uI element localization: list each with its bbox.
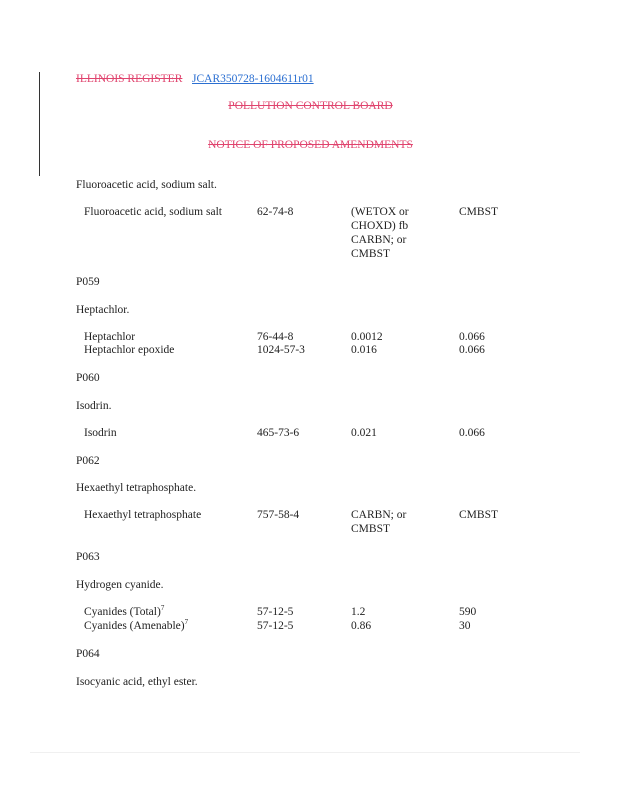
nww-standard: 0.066: [459, 427, 485, 439]
footnote-marker: 7: [160, 604, 165, 613]
constituent: Heptachlor: [84, 331, 136, 343]
page-footer-line: [30, 752, 580, 753]
section-name: Hydrogen cyanide.: [76, 579, 164, 591]
header-board: POLLUTION CONTROL BOARD: [228, 100, 393, 112]
ww-standard: 1.2: [351, 606, 366, 618]
nww-standard: CMBST: [459, 206, 498, 218]
section-code: P064: [76, 648, 100, 660]
ww-standard: 0.016: [351, 344, 377, 356]
cas-number: 57-12-5: [257, 620, 294, 632]
ww-standard: (WETOX or: [351, 206, 409, 218]
cas-number: 757-58-4: [257, 509, 300, 521]
section-name: Heptachlor.: [76, 304, 130, 316]
constituent: [84, 606, 164, 619]
section-code: P060: [76, 372, 100, 384]
ww-standard: 0.021: [351, 427, 377, 439]
footnote-marker: 7: [184, 618, 189, 627]
nww-standard: 590: [459, 606, 477, 618]
ww-standard: CHOXD) fb: [351, 220, 409, 232]
constituent: [84, 620, 188, 633]
section-code: P059: [76, 276, 100, 288]
section-name: Isodrin.: [76, 400, 112, 412]
ww-standard: CARBN; or: [351, 234, 407, 246]
cas-number: 1024-57-3: [257, 344, 305, 356]
header-notice: NOTICE OF PROPOSED AMENDMENTS: [208, 139, 413, 151]
section-code: P063: [76, 551, 100, 563]
section-code: P062: [76, 455, 100, 467]
constituent: Isodrin: [84, 427, 117, 439]
header-inserted-code: JCAR350728-1604611r01: [192, 73, 314, 85]
nww-standard: 0.066: [459, 331, 485, 343]
nww-standard: CMBST: [459, 509, 498, 521]
constituent: Hexaethyl tetraphosphate: [84, 509, 202, 521]
ww-standard: 0.86: [351, 620, 372, 632]
constituent: Heptachlor epoxide: [84, 344, 175, 356]
cas-number: 62-74-8: [257, 206, 294, 218]
cas-number: 76-44-8: [257, 331, 294, 343]
header-struck-title: ILLINOIS REGISTER: [76, 73, 183, 85]
nww-standard: 30: [459, 620, 471, 632]
nww-standard: 0.066: [459, 344, 485, 356]
ww-standard: 0.0012: [351, 331, 383, 343]
section-name: Hexaethyl tetraphosphate.: [76, 482, 197, 494]
constituent-text: Cyanides (Total): [84, 606, 161, 618]
ww-standard: CARBN; or: [351, 509, 407, 521]
constituent-text: Cyanides (Amenable): [84, 620, 185, 632]
cas-number: 57-12-5: [257, 606, 294, 618]
ww-standard: CMBST: [351, 248, 390, 260]
cas-number: 465-73-6: [257, 427, 300, 439]
revision-margin-bar: [39, 72, 40, 176]
constituent: Fluoroacetic acid, sodium salt: [84, 206, 222, 218]
section-name: Fluoroacetic acid, sodium salt.: [76, 179, 217, 191]
section-name: Isocyanic acid, ethyl ester.: [76, 676, 198, 688]
ww-standard: CMBST: [351, 523, 390, 535]
